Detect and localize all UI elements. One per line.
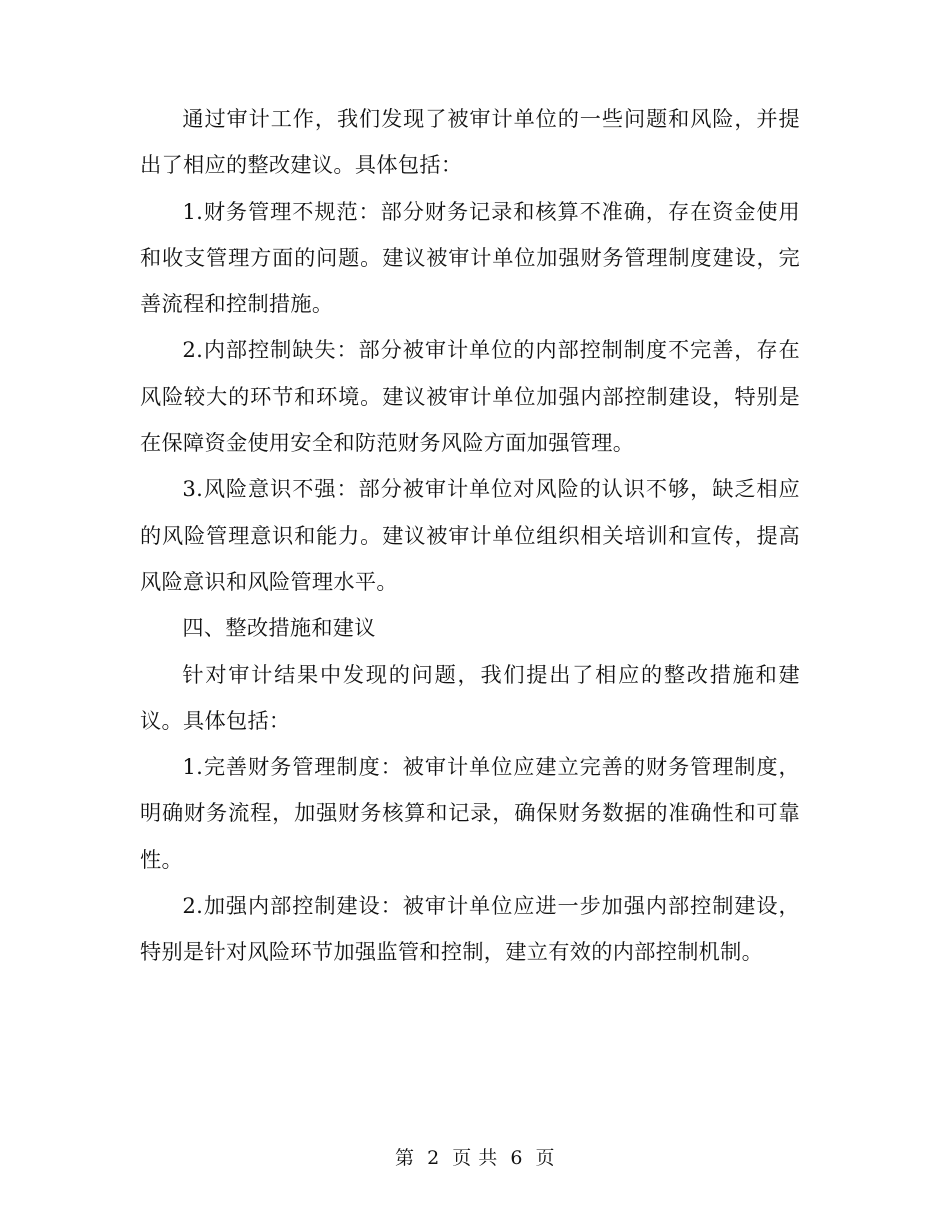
measure-2-paragraph: 2.加强内部控制建设：被审计单位应进一步加强内部控制建设，特别是针对风险环节加强监管和控制，建立有效的内部控制机制。 [140,893,800,965]
measure-1-paragraph: 1.完善财务管理制度：被审计单位应建立完善的财务管理制度，明确财务流程，加强财务核算和记录，确保财务数据的准确性和可靠性。 [140,754,800,872]
footer-middle: 页 共 [452,1147,498,1169]
finding-2-paragraph: 2.内部控制缺失：部分被审计单位的内部控制制度不完善，存在风险较大的环节和环境。建议被审计单位加强内部控制建设，特别是在保障资金使用安全和防范财务风险方面加强管理。 [140,337,800,456]
document-body [140,96,800,976]
measures-intro-paragraph: 针对审计结果中发现的问题，我们提出了相应的整改措施和建议。具体包括： [140,661,800,733]
intro-paragraph: 通过审计工作，我们发现了被审计单位的一些问题和风险，并提出了相应的整改建议。具体包括： [140,106,800,178]
footer-prefix: 第 [395,1147,415,1169]
footer-total-pages: 6 [510,1147,523,1169]
page-footer [0,1143,950,1173]
finding-3-paragraph: 3.风险意识不强：部分被审计单位对风险的认识不够，缺乏相应的风险管理意识和能力。建议被审计单位组织相关培训和宣传，提高风险意识和风险管理水平。 [140,476,800,594]
footer-suffix: 页 [535,1147,555,1169]
section-heading: 四、整改措施和建议 [182,615,376,641]
finding-1-paragraph: 1.财务管理不规范：部分财务记录和核算不准确，存在资金使用和收支管理方面的问题。建议被审计单位加强财务管理制度建设，完善流程和控制措施。 [140,198,800,317]
footer-page-number: 2 [427,1147,440,1169]
